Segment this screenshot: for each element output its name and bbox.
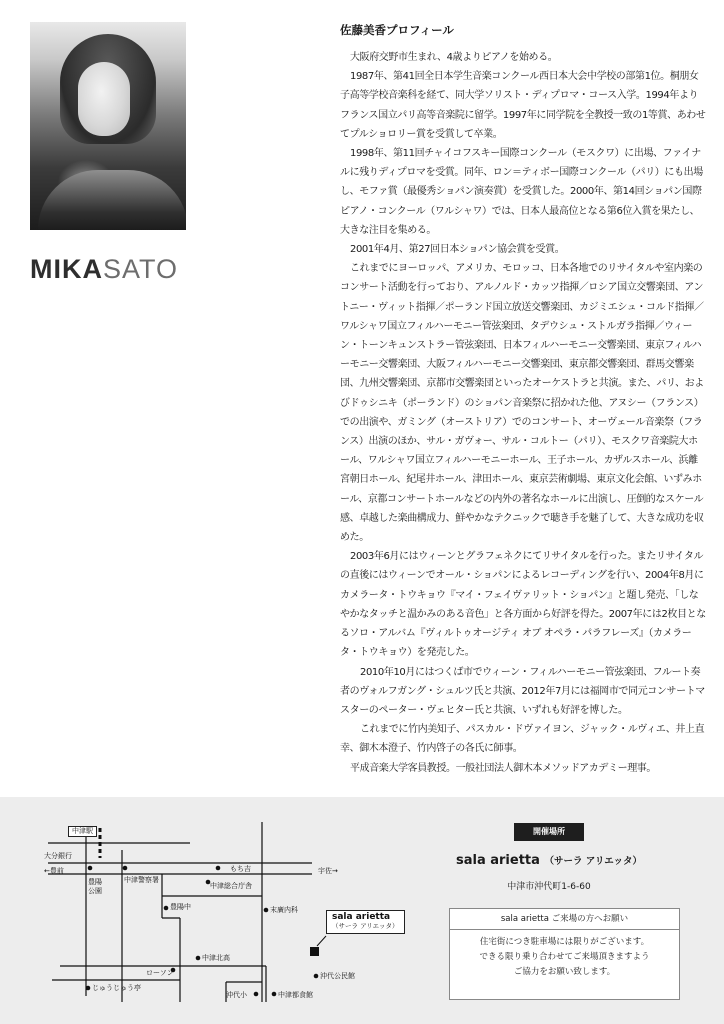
portrait-face <box>78 62 130 136</box>
map-dot <box>196 956 201 961</box>
map-label-juujou: じゅうじゅう亭 <box>92 984 141 992</box>
performer-name <box>30 254 178 285</box>
parking-notice <box>449 908 680 1000</box>
bio-paragraph: 平成音楽大学客員教授。一般社団法人御木本メソッドアカデミー理事。 <box>350 762 656 774</box>
bio-title: 佐藤美香プロフィール <box>340 23 454 37</box>
portrait-shoulder <box>38 170 186 230</box>
map-label-houyou-park: 豊陽 公園 <box>88 878 102 895</box>
map-dot <box>123 866 128 871</box>
map-label-buzen: ←豊前 <box>44 867 64 875</box>
map-label-okiyo-es: 沖代小 <box>226 991 247 999</box>
notice-title: sala arietta ご来場の方へお願い <box>450 909 679 930</box>
bio-paragraph: 大阪府交野市生まれ、4歳よりピアノを始める。 <box>350 52 558 63</box>
map-dot <box>86 986 91 991</box>
biography <box>340 22 706 778</box>
map-dot <box>272 992 277 997</box>
bio-paragraph: これまでに竹内美知子、パスカル・ドヴァイヨン、ジャック・ルヴィエ、井上直幸、御木本澄子、竹内啓子の各氏に師事。 <box>340 724 705 755</box>
venue-tag: 開催場所 <box>514 823 584 841</box>
map-dot <box>264 908 269 913</box>
map-label-okiyo-hall: 沖代公民館 <box>320 972 355 980</box>
map-label-motsu: もち吉 <box>230 865 251 873</box>
venue-name <box>449 853 649 868</box>
map-label-oita-bank: 大分銀行 <box>44 852 72 860</box>
venue-name-sub: （サーラ アリエッタ） <box>544 856 643 867</box>
notice-line: ご協力をお願い致します。 <box>513 967 616 977</box>
map-label-police: 中津警察署 <box>124 876 159 884</box>
performer-last-name: SATO <box>103 254 179 284</box>
notice-line: できる限り乗り合わせてご来場頂きますよう <box>479 952 650 962</box>
bio-paragraph: 2001年4月、第27回日本ショパン協会賞を受賞。 <box>350 244 565 256</box>
venue-name-main: sala arietta <box>455 853 540 868</box>
map-dot <box>254 992 259 997</box>
bio-paragraph: 2003年6月にはウィーンとグラフェネクにてリサイタルを行った。またリサイタルの直後にはウィーンでオール・ショパンによるレコーディングを行い、2004年8月にカメラータ・トウキョウ『マイ・フェイヴァリット・ショパン』と題し発売、「しなやかなタッチと温かみのある音色」と各方面から好評を得た。2007年には2枚目となるソロ・アルバム『ヴィルトゥオージティ オブ オペラ・パラフレーズ』（カメラータ・トウキョウ）を発売した。 <box>340 551 706 659</box>
bio-paragraph: これまでにヨーロッパ、アメリカ、モロッコ、日本各地でのリサイタルや室内楽のコンサート活動を行っており、アルノルド・カッツ指揮／ロシア国立交響楽団、アントニー・ヴィット指揮／ポーランド国立放送交響楽団、カジミエシュ・コルド指揮／ワルシャワ国立フィルハーモニー管弦楽団、タデウシュ・ストルガラ指揮／ウィーン・トーンキュンストラー管弦楽団、日本フィルハーモニー交響楽団、東京フィルハーモニー交響楽団、大阪フィルハーモニー交響楽団、東京都交響楽団、群馬交響楽団、九州交響楽団、京都市交響楽団といったオーケストラと共演。また、パリ、およびドゥシニキ（ポーランド）のショパン音楽祭に招かれた他、アヌシー（フランス）での出演や、ガミング（オーストリア）でのコンサート、オーヴェール音楽祭（フランス）出演のほか、サル・ガヴォー、サル・コルトー（パリ）、モスクワ音楽院大ホール、ワルシャワ国立フィルハーモニーホール、王子ホール、カザルスホール、浜離宮朝日ホール、紀尾井ホール、津田ホール、東京芸術劇場、東京文化会館、いずみホール、京都コンサートホールなどの内外の著名なホールに出演し、圧倒的なスケール感、卓越した楽曲構成力、鮮やかなテクニックで聴き手を魅了して、大きな成功を収めた。 <box>340 263 704 544</box>
portrait-photo <box>30 22 186 230</box>
bio-paragraph: 1987年、第41回全日本学生音楽コンクール西日本大会中学校の部第1位。桐朋女子高等学校音楽科を経て、同大学ソリスト・ディプロマ・コース入学。1994年よりフランス国立パリ高等音楽院に留学。1997年に同学院を全教授一致の1等賞、あわせてプルショロリー賞を受賞して卒業。 <box>340 71 706 140</box>
venue-pointer <box>317 936 326 946</box>
map-label-okiyo-center: 中津都食館 <box>278 991 313 999</box>
map-dot <box>314 974 319 979</box>
map-dot <box>88 866 93 871</box>
map-dot <box>164 906 169 911</box>
map-label-nakatsu-station: 中津駅 <box>68 826 97 837</box>
map-label-suehiro: 末廣内科 <box>270 906 298 914</box>
notice-line: 住宅街につき駐車場には限りがございます。 <box>479 937 650 947</box>
venue-marker <box>310 947 319 956</box>
bio-paragraph: 1998年、第11回チャイコフスキー国際コンクール（モスクワ）に出場、ファイナルに残りディプロマを受賞。同年、ロン＝ティボー国際コンクール（パリ）にも出場し、モファ賞（最優秀ショパン演奏賞）を受賞した。2000年、第14回ショパン国際ピアノ・コンクール（ワルシャワ）では、日本人最高位となる第6位入賞を果たし、大きな注目を集める。 <box>340 148 703 236</box>
performer-first-name: MIKA <box>30 254 103 284</box>
map-venue-line2: （サーラ アリエッタ） <box>332 922 399 930</box>
map-label-venue <box>326 910 405 934</box>
map-dot <box>216 866 221 871</box>
map-label-houyou-jhs: 豊陽中 <box>170 903 191 911</box>
access-map <box>30 810 430 1010</box>
notice-body <box>450 935 679 980</box>
map-label-usa: 宇佐→ <box>318 867 338 875</box>
map-label-kita-hs: 中津北高 <box>202 954 230 962</box>
venue-address: 中津市沖代町1-6-60 <box>507 882 591 892</box>
map-label-joint-office: 中津総合庁舎 <box>210 882 252 890</box>
bio-paragraph: 2010年10月にはつくば市でウィーン・フィルハーモニー管弦楽団、フルート奏者のヴォルフガング・シュルツ氏と共演、2012年7月には福岡市で同元コンサートマスターのペーター・ヴェヒター氏と共演、いずれも好評を博した。 <box>340 666 705 716</box>
map-venue-line1: sala arietta <box>332 912 391 922</box>
map-label-lawson: ローソン <box>146 969 174 977</box>
